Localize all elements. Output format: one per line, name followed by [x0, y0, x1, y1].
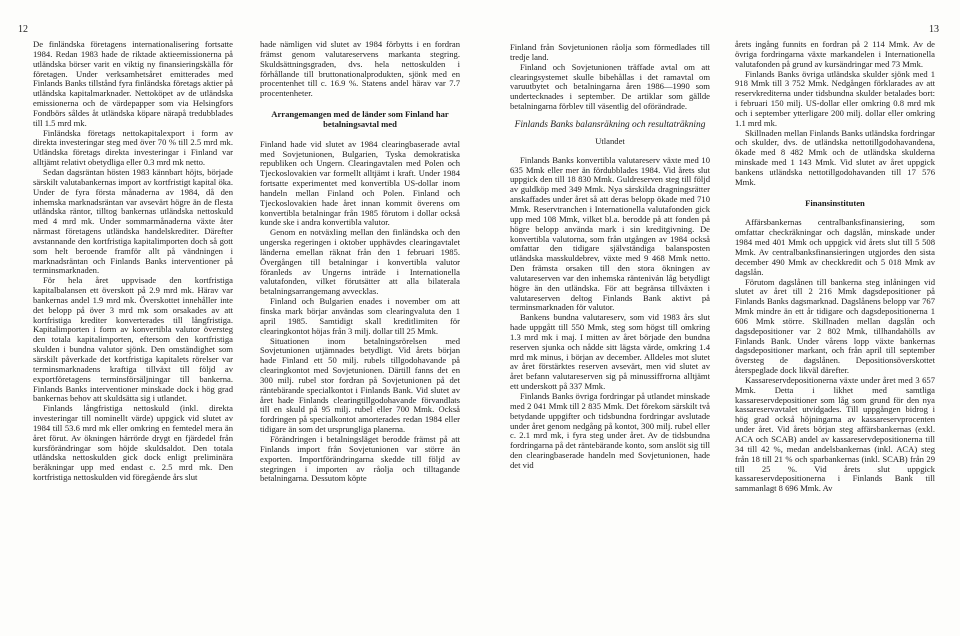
paragraph: Situationen inom betalningsrörelsen med Sovjetunionen utjämnades betydligt. Vid årets början hade Finland ett 50 milj. rubels tillgodohavande på clearingkontot med Sovjetunionen. Därtill fanns det en 300 milj. rubel stor fordran på Sovjetunionen på det räntebärande specialkontot i Finlands Bank. Vid slutet av året hade Finlands clearingtillgodohavande förvandlats till en skuld på 95 milj. rubel eller 700 Mmk. Också fordringen på specialkontot amorterades redan 1984 eller tidigare än som det ursprungliga planerna.: [260, 335, 460, 435]
paragraph: Affärsbankernas centralbanksfinansiering, som omfattar checkräkningar och dagslån, minskade under 1984 med 401 Mmk och uppgick vid årets slut till 5 508 Mmk. Av centralbanksfinansieringen utgjordes den sista december 490 Mmk av checkkredit och 5 018 Mmk av dagslån.: [735, 217, 935, 277]
paragraph: Kassareservdepositionerna växte under året med 3 657 Mmk. Detta i likhet med samtliga kassareservdepositioner som låg som grund för den nya kassareservavtalet utvidgades. Till uppgången bidrog i hög grad också höjningarna av kassareservprocenten under året. Vid årets början steg affärsbankernas (exkl. ACA och SCAB) andel av kassareservdepositionerna till 34 till 42 %, medan andelsbankernas (inkl. ACA) steg från 18 till 21 % och sparbankernas (inkl. SCAB) från 29 till 25 %. Vid årets slut uppgick kassareservdepositionerna i Finlands Bank till sammanlagt 8 696 Mmk. Av: [735, 374, 935, 494]
paragraph: Skillnaden mellan Finlands Banks utländska fordringar och skulder, dvs. de utländska nettotillgodohavandena, ökade med 8 482 Mmk och de utländska skulderna minskade med 1 143 Mmk. Vid slutet av året uppgick bankens utländska nettotillgodohavanden till 17 576 Mmk.: [735, 127, 935, 187]
paragraph: Finlands långfristiga nettoskuld (inkl. direkta investeringar till nominellt värde) uppgick vid slutet av 1984 till 53.6 mrd mk eller omkring en femtedel mera än året förut. Av ökningen härrörde drygt en fjärdedel från kursförändringar som höjde skuldsaldot. Den totala utländska nettoskulden gick dock enligt preliminära beräkningar upp med endast c. 2.5 mrd mk. Den kortfristiga nettoskulden vid föregående års slut: [33, 403, 233, 483]
paragraph: Finland från Sovjetunionen råolja som förmedlades till tredje land.: [510, 42, 710, 62]
column-4: [735, 40, 935, 494]
paragraph: Finlands Banks övriga utländska skulder sjönk med 1 918 Mmk till 3 752 Mmk. Nedgången förklarades av att reservkrediterna under tidsbundna skulder betalades bort: i februari 150 milj. US-dollar eller omkring 0.8 mrd mk och i september ytterligare 200 milj. dollar eller omkring 1.1 mrd mk.: [735, 68, 935, 128]
subheading: Utlandet: [595, 135, 625, 146]
paragraph: årets ingång funnits en fordran på 2 114 Mmk. Av de övriga fordringarna växte markandelen i Internationella valutafonden på grund av kursändringar med 73 Mmk.: [735, 39, 935, 69]
section-heading: Arrangemangen med de länder som Finland har betalningsavtal med: [271, 109, 449, 129]
paragraph: Finland och Sovjetunionen träffade avtal om att clearingsystemet skulle bibehållas i det ramavtal om varuutbytet och betalningarna åren 1986—1990 som undertecknades i september. De artiklar som gällde betalningarna förblev till väsentlig del oförändrade.: [510, 61, 710, 112]
section-title: Finlands Banks balansräkning och resultaträkning: [514, 119, 706, 130]
paragraph: Finlands Banks övriga fordringar på utlandet minskade med 2 041 Mmk till 2 835 Mmk. Det förekom särskilt två betydande uppgifter och tidsbundna fordringar avslutade under året genom nedgång på kontot, 300 milj. rubel eller c. 2.1 mrd mk, i fyra steg under året. Av de tidsbundna fordringarna på det räntebärande konto, som anslöt sig till den clearingbaserade handeln med Sovjetunionen, hade det vid: [510, 391, 710, 470]
paragraph: Förutom dagslånen till bankerna steg inlåningen vid slutet av året till 2 216 Mmk dagsdepositioner på Finlands Banks dagsmarknad. Dagslånens belopp var 767 Mmk mindre än ett år tidigare och dagsdepositionerna 1 606 Mmk större. Skillnaden mellan dagslån och dagsdepositioner var 2 802 Mmk, tillhandahölls av Finlands Bank. Under vårens lopp växte bankernas dagsdepositioner markant, och från april till september översteg de dagslånen. Depositionsöverskottet återspeglade dock likväl därefter.: [735, 276, 935, 376]
paragraph: Sedan dagsräntan hösten 1983 kännbart höjts, började särskilt valutabankernas import av kortfristigt kapital öka. Under de fyra första månaderna av 1984, då den inhemska marknadsräntan var avsevärt högre än de flesta utländska räntor, tilltog bankernas utländska nettoskuld med 4 mrd mk. Under sommarmånaderna växte åter närmast företagens utländska handelskrediter. Därefter avstannande den kortfristiga kapitalimporten doch så gott som helt beroende framför allt på vändningen i marknadsräntan och Finlands Banks interventioner på terminsmarknaden.: [33, 166, 233, 276]
paragraph: Finländska företags nettokapitalexport i form av direkta investeringar steg med över 70 % till 2.5 mrd mk. Utländska företags direkta investeringar i Finland var alltjämt relativt obetydliga eller 0.3 mrd mk netto.: [33, 127, 233, 168]
paragraph: Finland och Bulgarien enades i november om att finska mark börjar användas som clearingvaluta den 1 april 1985. Samtidigt skall kreditlimiten för clearingkontot höjas från 3 milj. dollar till 25 Mmk.: [260, 296, 460, 336]
paragraph: Förändringen i betalningsläget berodde främst på att Finlands import från Sovjetunionen var större än exporten. Importförändringarna skedde till följd av stegringen i importen av råolja och tilltagande betalningarna. Dessutom köpte: [260, 433, 460, 484]
paragraph: Bankens bundna valutareserv, som vid 1983 års slut hade uppgått till 550 Mmk, steg som högst till omkring 1.3 mrd mk i maj. I mitten av året började den bundna reserven sjunka och nådde sitt lägsta värde, omkring 1.4 mrd mk minus, i början av december. Alldeles mot slutet av året förstärktes reserven avsevärt, men vid slutet av året befann valutareserven sig på minussiffrorna alltjämt ett underskott på 337 Mmk.: [510, 312, 710, 392]
page-number-right: 13: [929, 24, 939, 35]
column-3: [510, 40, 710, 471]
section-heading: Finansinstituten: [805, 197, 865, 208]
column-2: [260, 40, 460, 484]
paragraph: De finländska företagens internationalisering fortsatte 1984. Redan 1983 hade de riktade aktieemissionerna på utländska börser varit en viktig ny finansieringskälla för företagen. Under verksamhetsåret emitterades med Finlands Banks tillstånd fyra finländska företags aktier på utländska kapitalmarknader. Nettoköpet av de utländska emissionerna och de värdepapper som via Helsingfors Fondbörs såldes åt utländska köpare närapå tredubblades till 1.5 mrd mk.: [33, 39, 233, 128]
paragraph: Genom en notväxling mellan den finländska och den ungerska regeringen i oktober upphävdes clearingavtalet länderna emellan räknat från den 1 februari 1985. Övergången till betalningar i konvertibla valutor föranleds av Ungerns inträde i Internationella valutafonden, vilket förutsätter att alla bilaterala betalningsarrangemang avvecklas.: [260, 227, 460, 297]
paragraph: Finland hade vid slutet av 1984 clearingbaserade avtal med Sovjetunionen, Bulgarien, Tyska demokratiska republiken och Ungern. Clearingavtalen med Polen och Tjeckoslovakien var formellt alltjämt i kraft. Under 1984 fortsatte experimentet med konvertibla US-dollar inom handeln mellan Finland och Polen. Finland och Tjeckoslovakien hade året innan kommit överens om konvertibla betalningar från 1985 förutom i dollar också kunde ske i andra konvertibla valutor.: [260, 138, 460, 228]
page-number-left: 12: [18, 24, 28, 35]
paragraph: Finlands Banks konvertibla valutareserv växte med 10 635 Mmk eller mer än fördubblades 1984. Vid årets slut uppgick den till 18 830 Mmk. Guldreserven steg till följd av guldköp med 349 Mmk. Nya särskilda dragningsrätter anskaffades under året så att deras belopp ökade med 710 Mmk. Reservtranchen i Internationella valutafonden gick upp med 108 Mmk, vilket bl.a. berodde på att fonden på högre belopp använda mark i sin kreditgivning. De konvertibla valutorna, som från utgången av 1984 också omfattar den tidigare självständiga balansposten utländska masskuldebrev, växte med 9 468 Mmk netto. Den främsta orsaken till den stora ökningen av valutareserven var den inhemska ränteniván låg betydligt högre än den utländska. För att begränsa tillväxten i valutareserven deltog Finlands Bank aktivt på terminsmarknaden för valutor.: [510, 154, 710, 313]
paragraph: hade nämligen vid slutet av 1984 förbytts i en fordran främst genom valutareservens markanta stegring. Skuldsättningsgraden, dvs. hela nettoskulden i förhållande till bruttonationalprodukten, sjönk med en procentenhet till c. 16.9 %. Statens andel härav var 7.7 procentenheter.: [260, 39, 460, 99]
column-1: [33, 40, 233, 483]
paragraph: För hela året uppvisade den kortfristiga kapitalbalansen ett överskott på 2.9 mrd mk. Härav var bankernas andel 1.9 mrd mk. Överskottet innehåller inte det belopp på över 3 mrd mk som orsakades av att kortfristiga krediter konverterades till långfristiga. Kapitalimporten i form av konvertibla valutor översteg den totala kapitalimporten, eftersom den kortfristiga skulden i bundna valutor sjönk. Den omständighet som särskilt påverkade det kortfristiga kapitalets rörelser var terminsmarknadens kraftiga tillväxt till följd av exportföretagens terminsförsäljningar till bankerna. Finlands Banks interventioner minskade dock i hög grad bankernas behov att skuldsätta sig i utlandet.: [33, 275, 233, 404]
